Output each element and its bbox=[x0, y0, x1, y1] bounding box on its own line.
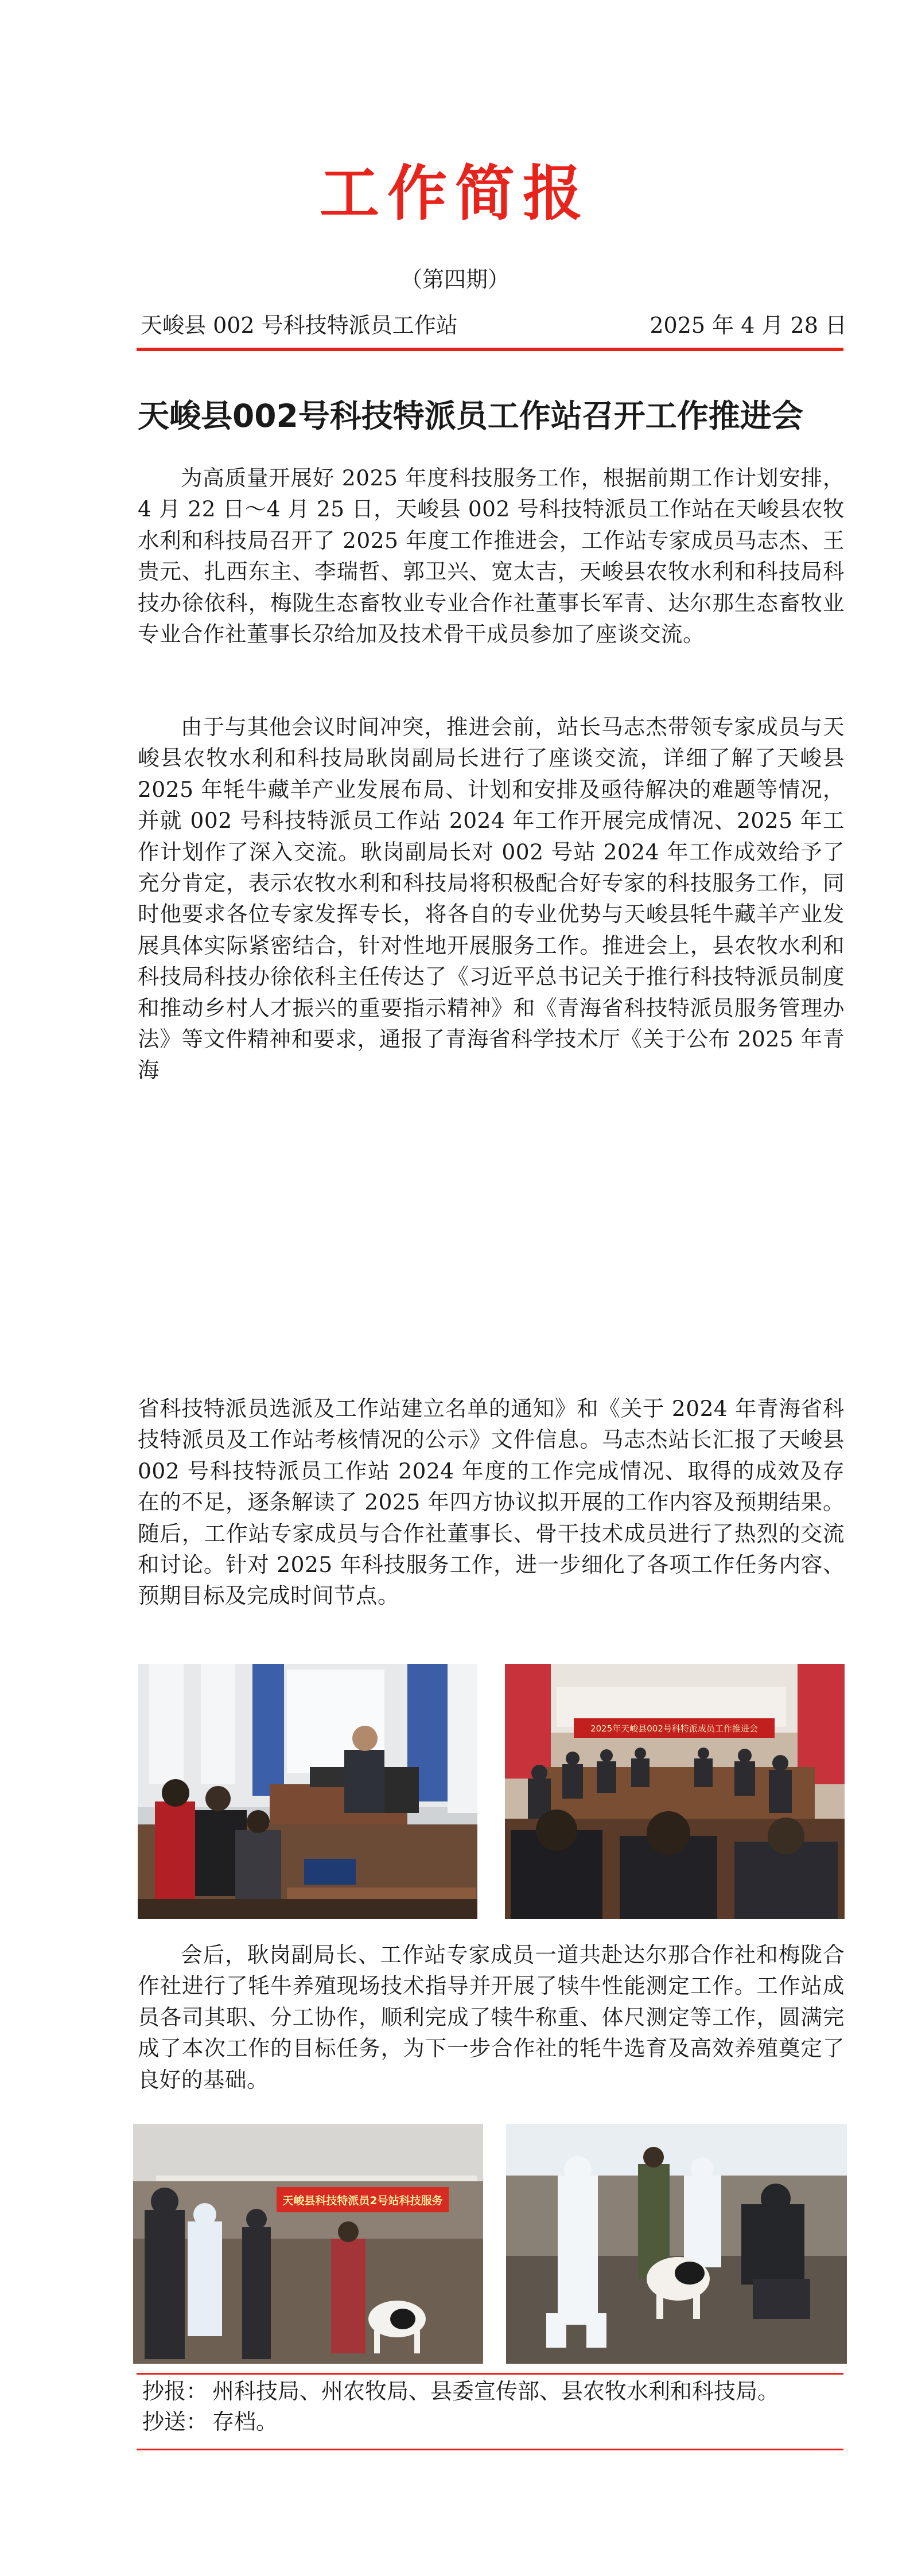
footer-divider-top bbox=[137, 2373, 843, 2375]
send-text: 存档。 bbox=[212, 2409, 278, 2434]
cc-text: 州科技局、州农牧局、县委宣传部、县农牧水利和科技局。 bbox=[212, 2379, 780, 2404]
banner-text-1: 2025年天峻县002号科特派成员工作推进会 bbox=[590, 1723, 758, 1734]
cc-label: 抄报： bbox=[142, 2379, 208, 2404]
photo-conference-room bbox=[505, 1664, 845, 1919]
paragraph-1: 为高质量开展好 2025 年度科技服务工作，根据前期工作计划安排，4 月 22 日～4 月 25 日，天峻县 002 号科技特派员工作站在天峻县农牧水利和科技局召开了 2025 年度工作推进会，工作站专家成员马志杰、王贵元、扎西东主、李瑞哲、郭卫兴、宽太吉，天峻县农牧水利和科技局科技办徐依科，梅陇生态畜牧业专业合作社董事长军青、达尔那生态畜牧业专业合作社董事长尕给加及技术骨干成员参加了座谈交流。 bbox=[138, 465, 845, 647]
org-date-line bbox=[141, 313, 847, 338]
paragraph-3: 省科技特派员选派及工作站建立名单的通知》和《关于 2024 年青海省科技特派员及工作站考核情况的公示》文件信息。马志杰站长汇报了天峻县 002 号科技特派员工作站 2024 年度的工作完成情况、取得的成效及存在的不足，逐条解读了 2025 年四方协议拟开展的工作内容及预期结果。随后，工作站专家成员与合作社董事长、骨干技术成员进行了热烈的交流和讨论。针对 2025 年科技服务工作，进一步细化了各项工作任务内容、预期目标及完成时间节点。 bbox=[138, 1396, 845, 1609]
paragraph-2: 由于与其他会议时间冲突，推进会前，站长马志杰带领专家成员与天峻县农牧水利和科技局耿岗副局长进行了座谈交流，详细了解了天峻县 2025 年牦牛藏羊产业发展布局、计划和安排及亟待解决的难题等情况，并就 002 号科技特派员工作站 2024 年工作开展完成情况、2025 年工作计划作了深入交流。耿岗副局长对 002 号站 2024 年工作成效给予了充分肯定，表示农牧水利和科技局将积极配合好专家的科技服务工作，同时他要求各位专家发挥专长，将各自的专业优势与天峻县牦牛藏羊产业发展具体实际紧密结合，针对性地开展服务工作。推进会上，县农牧水利和科技局科技办徐依科主任传达了《习近平总书记关于推行科技特派员制度和推动乡村人才振兴的重要指示精神》和《青海省科技特派员服务管理办法》等文件精神和要求，通报了青海省科学技术厅《关于公布 2025 年青海 bbox=[138, 714, 845, 1083]
issue-number: （第四期） bbox=[400, 267, 510, 292]
distribution-send bbox=[142, 2407, 848, 2437]
distribution-cc bbox=[142, 2376, 848, 2406]
photo-field-banner bbox=[133, 2124, 483, 2364]
photo-calf-weighing bbox=[506, 2124, 847, 2364]
issue-date: 2025 年 4 月 28 日 bbox=[650, 313, 847, 338]
footer-divider-bottom bbox=[137, 2449, 843, 2450]
send-label: 抄送： bbox=[142, 2409, 208, 2434]
photo-office-meeting bbox=[138, 1664, 477, 1919]
banner-text-2: 天峻县科技特派员2号站科技服务 bbox=[282, 2194, 443, 2207]
article-headline: 天峻县002号科技特派员工作站召开工作推进会 bbox=[138, 398, 803, 434]
masthead-title: 工作简报 bbox=[319, 158, 590, 228]
paragraph-4: 会后，耿岗副局长、工作站专家成员一道共赴达尔那合作社和梅陇合作社进行了牦牛养殖现场技术指导并开展了犊牛性能测定工作。工作站成员各司其职、分工协作，顺利完成了犊牛称重、体尺测定等工作，圆满完成了本次工作的目标任务，为下一步合作社的牦牛选育及高效养殖奠定了良好的基础。 bbox=[138, 1942, 845, 2092]
header-divider bbox=[137, 348, 843, 351]
org-name: 天峻县 002 号科技特派员工作站 bbox=[141, 313, 458, 338]
